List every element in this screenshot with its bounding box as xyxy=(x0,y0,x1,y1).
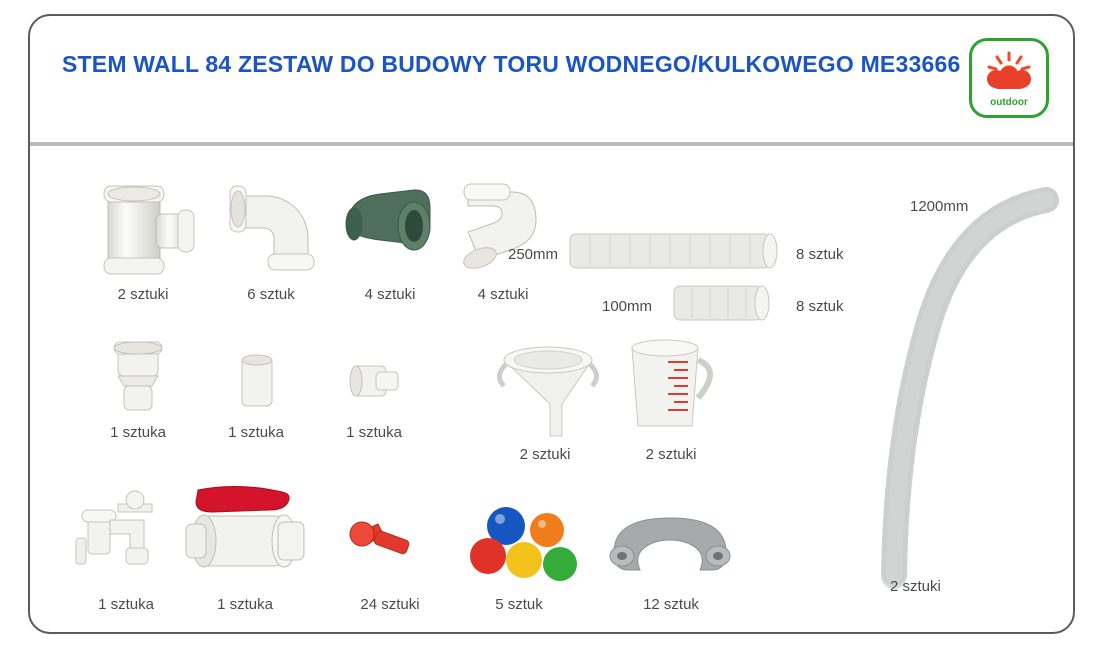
flexible-hose-image xyxy=(850,176,1060,596)
pipe-250mm-length: 250mm xyxy=(508,246,559,263)
part-tee-connector xyxy=(78,176,208,303)
part-caption: 2 sztuki xyxy=(519,446,571,463)
sun-cloud-icon xyxy=(980,51,1038,93)
part-caption: 2 sztuki xyxy=(645,446,697,463)
part-caption: 12 sztuk xyxy=(643,596,699,613)
page-title: STEM WALL 84 ZESTAW DO BUDOWY TORU WODNEGO/KULKOWEGO ME33666 xyxy=(62,51,961,77)
part-straight-coupling xyxy=(196,336,316,441)
part-caption: 6 sztuk xyxy=(247,286,295,303)
part-caption: 2 sztuki xyxy=(117,286,169,303)
outdoor-badge-label: outdoor xyxy=(990,97,1028,108)
part-bend-connector xyxy=(448,176,558,303)
part-caption: 1 sztuka xyxy=(346,424,402,441)
green-funnel-connector-image xyxy=(330,176,450,286)
outdoor-badge xyxy=(969,38,1049,118)
part-red-screw xyxy=(320,486,460,613)
measuring-cup-image xyxy=(596,326,746,446)
red-screw-image xyxy=(320,486,460,596)
part-measuring-cup xyxy=(596,326,746,463)
straight-coupling-image xyxy=(196,336,316,424)
header xyxy=(30,16,1073,142)
reducer-coupling-image xyxy=(78,336,198,424)
flexible-hose-length: 1200mm xyxy=(910,198,969,215)
part-reducer-coupling xyxy=(78,336,198,441)
parts-grid xyxy=(30,146,1073,632)
pipe-clamp-image xyxy=(586,496,756,596)
flexible-hose-qty: 2 sztuki xyxy=(890,578,941,595)
pipe-250mm-qty: 8 sztuk xyxy=(796,246,844,263)
pipe-100mm-qty: 8 sztuk xyxy=(796,298,844,315)
pipe-100mm-length: 100mm xyxy=(602,298,653,315)
part-ball-valve xyxy=(170,476,320,613)
part-small-adapter xyxy=(314,336,434,441)
part-caption: 4 sztuki xyxy=(477,286,529,303)
part-caption: 1 sztuka xyxy=(217,596,273,613)
content-card xyxy=(28,14,1075,634)
balls-image xyxy=(444,486,594,596)
part-caption: 24 sztuki xyxy=(360,596,420,613)
part-balls xyxy=(444,486,594,613)
part-pipe-250mm xyxy=(566,228,778,274)
part-caption: 1 sztuka xyxy=(228,424,284,441)
bend-connector-image xyxy=(448,176,558,286)
part-pipe-clamp xyxy=(586,496,756,613)
elbow-connector-image xyxy=(206,176,336,286)
pipe-250mm-image xyxy=(566,228,778,274)
part-flexible-hose xyxy=(850,176,1060,596)
part-green-funnel-connector xyxy=(330,176,450,303)
tee-connector-image xyxy=(78,176,208,286)
part-tap-faucet xyxy=(66,486,186,613)
part-caption: 5 sztuk xyxy=(495,596,543,613)
pipe-100mm-image xyxy=(670,280,770,326)
part-caption: 4 sztuki xyxy=(364,286,416,303)
ball-valve-image xyxy=(170,476,320,596)
part-caption: 1 sztuka xyxy=(110,424,166,441)
part-pipe-100mm xyxy=(670,280,770,326)
part-elbow-connector xyxy=(206,176,336,303)
part-caption: 1 sztuka xyxy=(98,596,154,613)
small-adapter-image xyxy=(314,336,434,424)
tap-faucet-image xyxy=(66,486,186,596)
